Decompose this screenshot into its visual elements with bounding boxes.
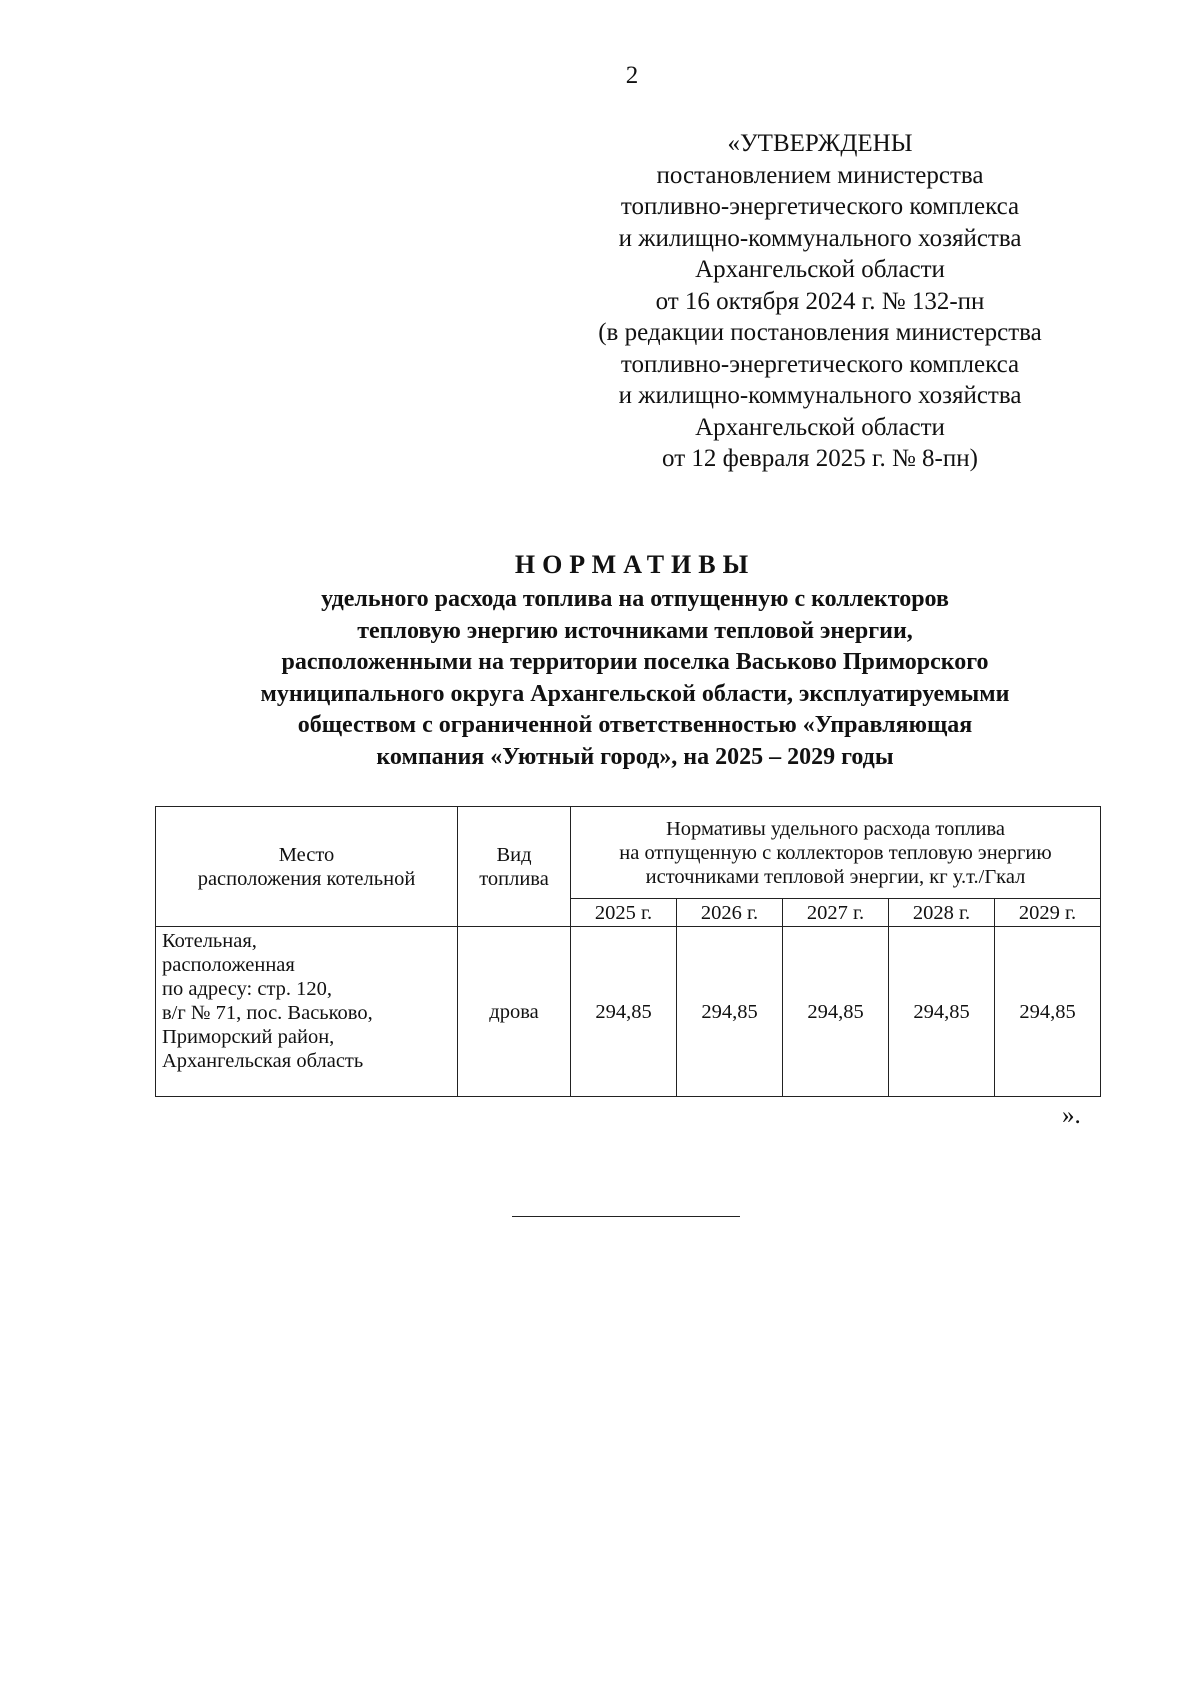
cell-value: 294,85: [571, 927, 677, 1097]
cell-value: 294,85: [889, 927, 995, 1097]
cell-value: 294,85: [783, 927, 889, 1097]
cell-fuel: дрова: [458, 927, 571, 1097]
subtitle-line: муниципального округа Архангельской области, эксплуатируемыми: [260, 680, 1010, 707]
approval-line: «УТВЕРЖДЕНЫ: [727, 130, 913, 157]
cell-value: 294,85: [677, 927, 783, 1097]
approval-line: от 12 февраля 2025 г. № 8-пн): [662, 445, 978, 472]
approval-line: и жилищно-коммунального хозяйства: [618, 224, 1022, 252]
document-heading: [150, 548, 1120, 773]
subtitle-line: тепловую энергию источниками тепловой энергии,: [357, 617, 913, 644]
document-subtitle: [150, 584, 1120, 773]
approval-line: топливно-энергетического комплекса: [620, 193, 1020, 220]
cell-location: Котельная, расположенная по адресу: стр. 120, в/г № 71, пос. Васьково, Приморский район, Архангельская область: [156, 927, 458, 1097]
subtitle-line: удельного расхода топлива на отпущенную с коллекторов: [321, 586, 949, 612]
table-row: [156, 927, 1101, 1097]
norms-table: [155, 806, 1101, 1097]
subtitle-line: компания «Уютный город», на 2025 – 2029 годы: [376, 743, 894, 770]
approval-line: и жилищно-коммунального хозяйства: [618, 382, 1022, 409]
header-year: 2029 г.: [995, 899, 1101, 927]
closing-quote: ».: [1062, 1102, 1081, 1129]
table-header-row: [156, 807, 1101, 899]
header-year: 2027 г.: [783, 899, 889, 927]
header-year: 2025 г.: [571, 899, 677, 927]
page-number: 2: [625, 62, 639, 89]
document-title: НОРМАТИВЫ: [514, 550, 756, 579]
cell-value: 294,85: [995, 927, 1101, 1097]
approval-line: постановлением министерства: [656, 161, 984, 189]
header-location: Место расположения котельной: [156, 807, 458, 927]
approval-line: от 16 октября 2024 г. № 132-пн: [655, 287, 985, 315]
approval-line: (в редакции постановления министерства: [598, 319, 1042, 346]
approval-line: топливно-энергетического комплекса: [620, 350, 1020, 378]
header-year: 2028 г.: [889, 899, 995, 927]
header-fuel-type: Вид топлива: [458, 807, 571, 927]
header-norms: Нормативы удельного расхода топлива на отпущенную с коллекторов тепловую энергию источниками тепловой энергии, кг у.т./Гкал: [571, 807, 1101, 899]
approval-stamp: [560, 128, 1080, 475]
subtitle-line: обществом с ограниченной ответственностью «Управляющая: [297, 712, 973, 738]
subtitle-line: расположенными на территории поселка Васьково Приморского: [281, 649, 989, 675]
end-divider: [512, 1216, 740, 1217]
approval-line: Архангельской области: [695, 256, 945, 283]
approval-line: Архангельской области: [695, 413, 945, 441]
header-year: 2026 г.: [677, 899, 783, 927]
